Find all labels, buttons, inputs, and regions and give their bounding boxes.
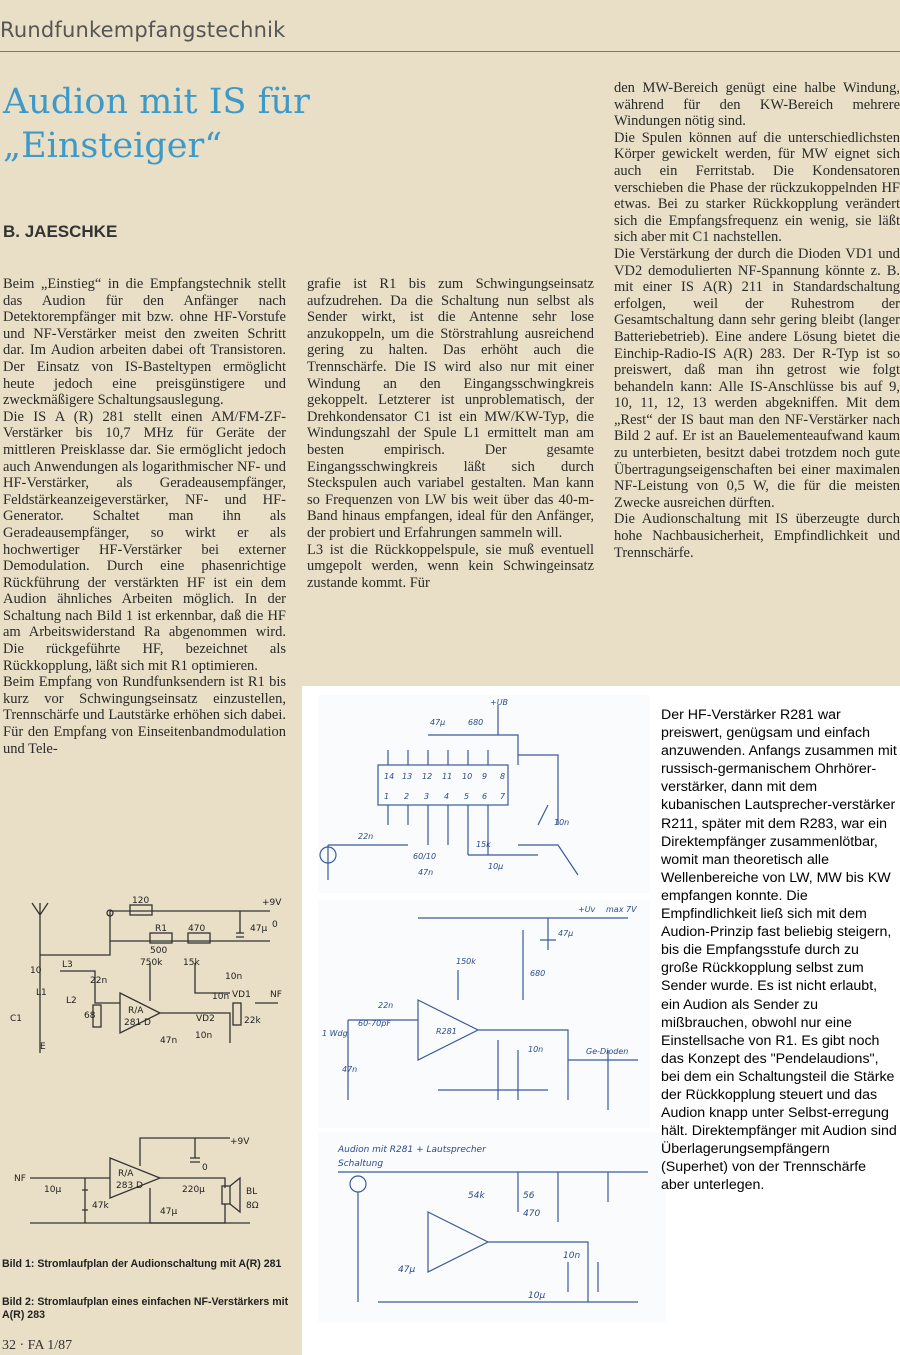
- sketch2-label: 680: [530, 969, 546, 978]
- bild2-part: 8Ω: [246, 1201, 259, 1211]
- bild1-part: 500: [150, 946, 168, 956]
- bild1-part: 120: [132, 896, 150, 906]
- col3-paragraph: Die Audionschaltung mit IS überzeugte durch hohe Nachbausicherheit, Empfindlichkeit und Trennschärfe.: [614, 511, 900, 561]
- bild1-part: L1: [36, 988, 47, 998]
- sketch2-label: 47µ: [558, 929, 574, 938]
- sketch1-label: 15k: [476, 840, 491, 849]
- bild2-part: 47k: [92, 1201, 109, 1211]
- bild1-part: VD1: [232, 990, 251, 1000]
- sketch2-label: +Uv: [578, 905, 596, 914]
- sketch1-label: 14: [384, 772, 395, 781]
- schematic-bild2: [0, 1128, 298, 1248]
- sketch1-label: 10µ: [488, 862, 504, 871]
- bild1-part: 47µ: [250, 924, 268, 934]
- bild1-part: 750k: [140, 958, 163, 968]
- hand-sketch-3: [318, 1132, 666, 1322]
- col2-paragraph: grafie ist R1 bis zum Schwingungseinsatz aufzudrehen. Da die Schaltung nun selbst als Sender wirkt, ist die Antenne sehr lose anzukoppeln, um die Störstrahlung ausreichend gering zu halten. Das erhöht auch die Trennschärfe. Die IS wird also nur mit einer Windung an den Eingangsschwingkreis gekoppelt. Letzterer ist unproblematisch, der Drehkondensator C1 ist ein MW/KW-Typ, die Windungszahl der Spule L1 ermittelt man am besten empirisch. Der gesamte Eingangsschwingkreis läßt sich durch Steckspulen auch variabel gestalten. Man kann so Frequenzen von LW bis weit über das 40-m-Band hinaus empfangen, ideal für den Anfänger, der probiert und Erfahrungen sammeln will.: [307, 276, 594, 541]
- col2-paragraph: L3 ist die Rückkoppelspule, sie muß eventuell umgepolt werden, wenn kein Schwingeinsatz zustande kommt. Für: [307, 541, 594, 591]
- bild2-supply-label: +9V: [230, 1137, 250, 1147]
- col1-paragraph: Die IS A (R) 281 stellt einen AM/FM-ZF-Verstärker bis 10,7 MHz für Geräte der mittleren Preisklasse dar. Sie ermöglicht jedoch auch Anwendungen als logarithmischer NF- und HF-Verstärker, als Geradeausempfänger, Feldstärkeanzeigeverstärker, NF- und HF-Generator. Schaltet man ihn als Geradeausempfänger, so wirkt er als hochwertiger HF-Verstärker bei externer Demodulation. Durch eine phasenrichtige Rückführung der verstärkten HF ist ein dem Audion ähnliches Arbeiten möglich. In der Schaltung nach Bild 1 ist erkennbar, daß die HF am Arbeitswiderstand Ra abgenommen wird. Die rückgeführte HF, bezeichnet als Rückkopplung, läßt sich mit R1 optimieren.: [3, 408, 286, 674]
- sketch1-label: 60/10: [413, 852, 437, 861]
- bild1-part: 68: [84, 1011, 96, 1021]
- text-column-1: [3, 276, 286, 757]
- sketch1-label: 10: [462, 772, 473, 781]
- sketch3-label: 470: [523, 1209, 541, 1219]
- sketch1-label: 7: [500, 792, 506, 801]
- bild1-part: 22k: [244, 1016, 261, 1026]
- col1-paragraph: Beim „Einstieg“ in die Empfangstechnik stellt das Audion für den Anfänger nach Detektorempfänger mit bzw. ohne HF-Vorstufe und NF-Verstärker meist den zweiten Schritt dar. Im Audion arbeiten dabei oft Transistoren. Der Einsatz von IS-Basteltypen ermöglicht heute jedoch eine preisgünstigere und zweckmäßigere Schaltungsauslegung.: [3, 276, 286, 409]
- bild1-ground-e: E: [40, 1042, 46, 1052]
- bild2-ic-type: 283 D: [116, 1181, 143, 1191]
- figure-caption-1: Bild 1: Stromlaufplan der Audionschaltung mit A(R) 281: [2, 1258, 282, 1270]
- text-column-3: [614, 80, 900, 561]
- sketch2-label: Ge-Dioden: [586, 1047, 629, 1056]
- sketch1-label: 6: [482, 792, 488, 801]
- bild1-part: 10: [30, 966, 42, 976]
- bild2-ic-label: R/A: [118, 1169, 134, 1179]
- sketch1-label: 12: [422, 772, 433, 781]
- bild1-part: C1: [10, 1014, 23, 1024]
- bild2-part: 47µ: [160, 1207, 178, 1217]
- bild1-part: 10n: [195, 1031, 213, 1041]
- bild1-ic-label: R/A: [128, 1006, 144, 1016]
- bild2-part: 220µ: [182, 1185, 205, 1195]
- sketch2-label: max 7V: [606, 905, 637, 914]
- sketch1-label: 8: [500, 772, 506, 781]
- sketch3-label: 10µ: [528, 1291, 546, 1301]
- sketch2-label: R281: [436, 1027, 457, 1036]
- bild1-part: L2: [66, 996, 77, 1006]
- header-rule: [0, 51, 900, 52]
- sketch3-label: 56: [523, 1191, 535, 1201]
- sketch1-label: 4: [444, 792, 450, 801]
- sketch3-title: Audion mit R281 + Lautsprecher: [338, 1145, 486, 1155]
- bild1-part: 15k: [183, 958, 200, 968]
- section-header: Rundfunkempfangstechnik: [0, 18, 286, 42]
- sketch1-label: 47µ: [430, 718, 446, 727]
- bild1-part: NF: [270, 990, 282, 1000]
- bild2-input-label: NF: [14, 1174, 26, 1184]
- sketch1-label: 680: [468, 718, 484, 727]
- sketch1-label: +UB: [490, 698, 509, 707]
- sketch2-label: 10n: [528, 1045, 544, 1054]
- bild1-supply-label: +9V: [262, 898, 282, 908]
- sketch3-label: 54k: [468, 1191, 485, 1201]
- bild2-part: 10µ: [44, 1185, 62, 1195]
- col3-paragraph: den MW-Bereich genügt eine halbe Windung, während für den KW-Bereich mehrere Windungen nötig sind.: [614, 80, 900, 130]
- bild1-part: 10n: [225, 972, 243, 982]
- bild1-part: 470: [188, 924, 206, 934]
- bild1-part: VD2: [196, 1014, 215, 1024]
- bild1-ground-label: 0: [272, 920, 278, 930]
- sketch2-label: 22n: [378, 1001, 394, 1010]
- side-note: Der HF-Verstärker R281 war preiswert, genügsam und einfach anzuwenden. Anfangs zusammen mit russisch-germanischem Ohrhörer-verstärker, dann mit dem kubanischen Lautsprecher-verstärker R211, später mit dem R283, war ein Direktempfänger zusammenlötbar, womit man theoretisch alle Wellenbereiche von LW, MW bis KW empfangen konnte. Die Empfindlichkeit ließ sich mit dem Audion-Prinzip fast beliebig steigern, bis die Empfangsstufe durch zu große Rückkopplung selbst zum Sender wurde. Es ist nicht erlaubt, ein Audion als Sender zu mißbrauchen, obwohl nur eine Einstellsache von R1. Es gibt noch das Konzept des "Pendelaudions", bei dem ein Schaltungsteil die Stärke der Rückkopplung steuert und das Audion knapp unter Selbst-erregung hält. Direktempfänger mit Audion sind Überlagerungsempfängern (Superhet) von der Trennschärfe aber unterlegen.: [661, 707, 897, 1194]
- sketch3-label: 10n: [563, 1251, 581, 1261]
- sketch3-label: Schaltung: [338, 1159, 384, 1169]
- sketch2-label: 150k: [456, 957, 476, 966]
- bild1-part: 22n: [90, 976, 108, 986]
- hand-sketch-2: [318, 900, 650, 1128]
- col3-paragraph: Die Spulen können auf die unterschiedlichsten Körper gewickelt werden, für MW eignet sich auch ein Ferritstab. Die Kondensatoren verschieben die Phase der rückzukoppelnden HF etwas. Bei zu starker Rückkopplung verändert sich die Empfangsfrequenz ein wenig, sie läßt sich aber mit C1 nachstellen.: [614, 129, 900, 246]
- sketch1-label: 5: [464, 792, 470, 801]
- page-footer: 32 · FA 1/87: [2, 1338, 73, 1353]
- sketch1-label: 2: [404, 792, 410, 801]
- schematic-bild1: [0, 893, 298, 1053]
- sketch2-label: 1 Wdg: [322, 1029, 348, 1038]
- sketch1-label: 1: [384, 792, 390, 801]
- sketch1-label: 22n: [358, 832, 374, 841]
- sketch1-label: 10n: [554, 818, 570, 827]
- figure-caption-2: Bild 2: Stromlaufplan eines einfachen NF-Verstärkers mit A(R) 283: [2, 1296, 289, 1321]
- bild1-part: 47n: [160, 1036, 178, 1046]
- bild2-ground-label: 0: [202, 1163, 208, 1173]
- col1-paragraph: Beim Empfang von Rundfunksendern ist R1 bis kurz vor Schwingungseinsatz einzustellen, Trennschärfe und Lautstärke erhöhen sich dabei. Für den Empfang von Einseitenbandmodulation und Tele-: [3, 674, 286, 757]
- sketch2-label: 47n: [342, 1065, 358, 1074]
- bild2-part: BL: [246, 1187, 258, 1197]
- sketch1-label: 47n: [418, 868, 434, 877]
- bild1-part: 10n: [212, 992, 230, 1002]
- bild1-ic-type: 281 D: [124, 1018, 151, 1028]
- bild1-part: R1: [155, 924, 167, 934]
- sketch1-label: 13: [402, 772, 413, 781]
- article-title: Audion mit IS für „Einsteiger“: [3, 82, 310, 166]
- sketch3-label: 47µ: [398, 1265, 416, 1275]
- text-column-2: [307, 276, 594, 591]
- col3-paragraph: Die Verstärkung der durch die Dioden VD1 und VD2 demodulierten NF-Spannung könnte z. B. mit einer IS A(R) 211 in Standardschaltung erfolgen, weil der Ruhestrom der Gesamtschaltung dann sehr gering bleibt (langer Batteriebetrieb). Eine andere Lösung bietet die Einchip-Radio-IS A(R) 283. Der R-Typ ist so preiswert, daß man ihn getrost wie folgt behandeln kann: Alle IS-Anschlüsse bis auf 9, 10, 11, 12, 13 werden abgekniffen. Mit dem „Rest“ der IS baut man den NF-Verstärker nach Bild 2 auf. Er ist an Bauelementeaufwand kaum zu unterbieten, besitzt dabei trotzdem noch gute Übertragungseigenschaften bei einer maximalen NF-Leistung von 0,5 W, die für die meisten Zwecke ausreichen dürften.: [614, 245, 900, 511]
- sketch2-label: 60-70pF: [358, 1019, 391, 1028]
- hand-sketch-1: [318, 695, 650, 893]
- bild1-part: L3: [62, 960, 73, 970]
- sketch1-label: 3: [424, 792, 430, 801]
- sketch1-label: 9: [482, 772, 488, 781]
- article-author: B. JAESCHKE: [3, 222, 118, 241]
- sketch1-label: 11: [442, 772, 453, 781]
